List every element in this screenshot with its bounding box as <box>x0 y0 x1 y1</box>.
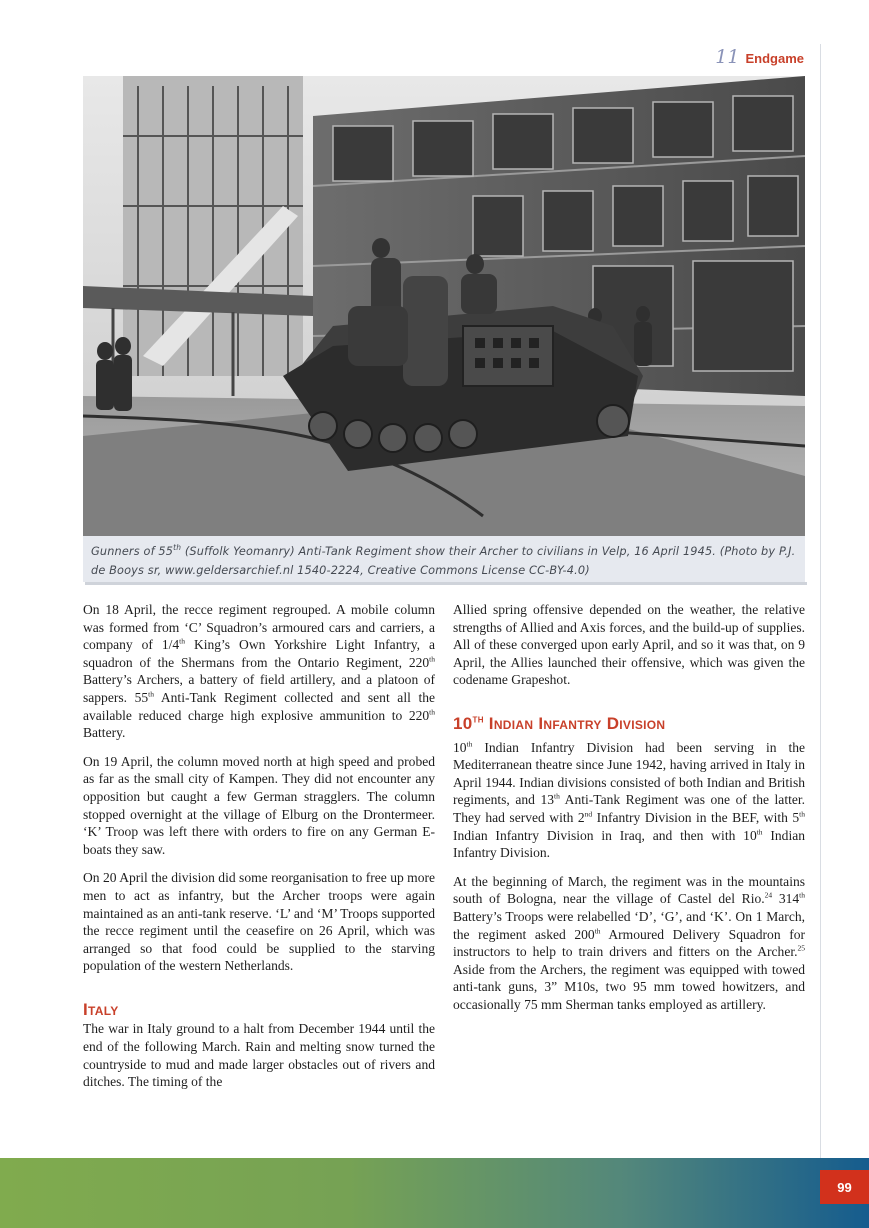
left-column <box>83 601 435 1102</box>
footer-band <box>0 1158 869 1228</box>
paragraph: On 20 April the division did some reorganisation to free up more men to act as infantry, but the Archer troops were again maintained as an anti-tank reserve. ‘L’ and ‘M’ Troops supported the recce regiment until the ceasefire on 26 April, which was arranged so that food could be supplied to the starving population of the western Netherlands. <box>83 870 435 974</box>
section-heading-10th-indian-division: 10th Indian Infantry Division <box>453 713 666 733</box>
paragraph: On 19 April, the column moved north at high speed and probed as far as the small city of Kampen. They did not encounter any opposition but caught a few German stragglers. The column stopped overnight at the village of Elburg on the Drontermeer. ‘K’ Troop was left there with orders to fire on any German E-boats they saw. <box>83 753 435 857</box>
paragraph: The war in Italy ground to a halt from December 1944 until the end of the following March. Rain and melting snow turned the countryside to mud and made larger obstacles out of rivers and ditches. The timing of the <box>83 1021 435 1090</box>
running-header <box>715 46 804 68</box>
paragraph: On 18 April, the recce regiment regrouped. A mobile column was formed from ‘C’ Squadron’s armoured cars and carriers, a company of 1/4th King’s Own Yorkshire Light Infantry, a squadron of the Shermans from the Ontario Regiment, 220th Battery’s Archers, a battery of field artillery, and a platoon of sappers. 55th Anti-Tank Regiment collected and sent all the available reduced charge high explosive ammunition to 220th Battery. <box>83 602 435 741</box>
paragraph: 10th Indian Infantry Division had been serving in the Mediterranean theatre since June 1942, having arrived in Italy in April 1944. Indian divisions consisted of both Indian and British regiments, and 13th Anti-Tank Regiment was one of the latter. They had served with 2nd Infantry Division in the BEF, with 5th Indian Infantry Division in Iraq, and then with 10th Indian Infantry Division. <box>453 739 806 861</box>
photo-caption: Gunners of 55th (Suffolk Yeomanry) Anti-Tank Regiment show their Archer to civilians in Velp, 16 April 1945. (Photo by P.J. de Booys sr, www.geldersarchief.nl 1540-2224, Creative Commons License CC-BY-4.0) <box>83 536 805 582</box>
photo-illustration <box>83 76 805 536</box>
caption-shadow <box>85 582 807 585</box>
margin-rule <box>820 44 821 1158</box>
right-column <box>453 601 805 1024</box>
chapter-number: 11 <box>715 46 740 68</box>
section-heading-italy: Italy <box>83 999 119 1019</box>
chapter-title: Endgame <box>745 51 804 66</box>
page-number: 99 <box>820 1170 869 1204</box>
paragraph: At the beginning of March, the regiment was in the mountains south of Bologna, near the village of Castel del Rio.$^{24}$ 314th Battery’s Troops were relabelled ‘D’, ‘G’, and ‘K’. On 1 March, the regiment asked 200th Armoured Delivery Squadron for instructors to help to train drivers and fitters on the Archer.$^{25}$ Aside from the Archers, the regiment was equipped with towed anti-tank guns, 3” M10s, two 95 mm towed howitzers, and occasionally 75 mm Sherman tanks employed as artillery. <box>453 873 805 1012</box>
paragraph: Allied spring offensive depended on the weather, the relative strengths of Allied and Axis forces, and the build-up of supplies. All of these converged upon early April, and so it was that, on 9 April, the Allies launched their offensive, which was given the codename Grapeshot. <box>453 602 805 688</box>
archer-tank-photo <box>83 76 805 536</box>
